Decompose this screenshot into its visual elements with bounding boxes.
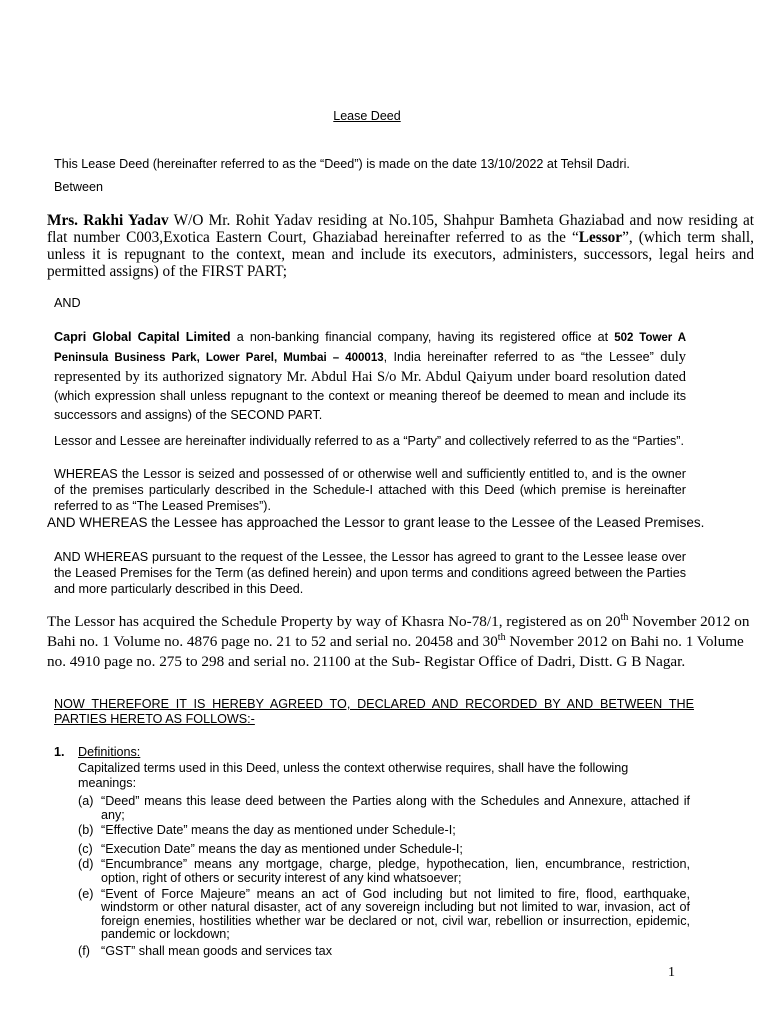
definition-marker: (c): [78, 841, 93, 856]
and-label: AND: [54, 296, 81, 310]
definition-text: “Event of Force Majeure” means an act of God including but not limited to fire, flood, earthquake, windstorm or other natural disaster, act of any sovereign including but not limited to war, invasion, act of foreign enemies, hostilities whether war be declared or not, civil war, rebellion or insurrection, epidemic, pandemic or lockdown;: [101, 886, 690, 942]
acquisition-paragraph: [47, 612, 757, 672]
definition-text: “Deed” means this lease deed between the Parties along with the Schedules and Annexure, attached if any;: [101, 794, 690, 822]
parties-paragraph: Lessor and Lessee are hereinafter individually referred to as a “Party” and collectively referred to as the “Parties”.: [54, 434, 684, 448]
and-whereas-paragraph: AND WHEREAS the Lessee has approached the Lessor to grant lease to the Lessee of the Leased Premises.: [47, 515, 705, 530]
lessee-text-1: a non-banking financial company, having its registered office at: [230, 330, 615, 344]
pursuant-paragraph: AND WHEREAS pursuant to the request of the Lessee, the Lessor has agreed to grant to the Lessee lease over the Leased Premises for the Term (as defined herein) and upon terms and conditions agreed between the Parties and more particularly described in this Deed.: [54, 550, 686, 596]
lessee-text-2: , India hereinafter referred to as “the Lessee”: [383, 350, 661, 364]
definition-item: [78, 843, 690, 857]
definitions-intro: Capitalized terms used in this Deed, unless the context otherwise requires, shall have the following meanings:: [78, 761, 629, 790]
definition-marker: (f): [78, 943, 90, 958]
now-therefore-clause: NOW THEREFORE IT IS HEREBY AGREED TO, DECLARED AND RECORDED BY AND BETWEEN THE PARTIES HERETO AS FOLLOWS:-: [54, 697, 694, 726]
ordinal-suffix: th: [497, 631, 506, 643]
between-label: Between: [54, 180, 104, 194]
intro-paragraph: This Lease Deed (hereinafter referred to as the “Deed”) is made on the date 13/10/2022 at Tehsil Dadri.: [54, 157, 630, 171]
lessor-term: Lessor: [578, 229, 623, 246]
definition-marker: (b): [78, 823, 94, 838]
definitions-list: [78, 793, 690, 959]
definition-item: [78, 858, 690, 885]
lessee-name: Capri Global Capital Limited: [54, 330, 231, 344]
lessee-address: 502 Tower A Peninsula Business Park, Lower Parel, Mumbai – 400013: [54, 332, 686, 364]
acquisition-text-1: The Lessor has acquired the Schedule Property by way of Khasra No-78/1, registered as on 20: [47, 613, 621, 630]
whereas-paragraph: WHEREAS the Lessor is seized and possessed of or otherwise well and sufficiently entitled to, and is the owner of the premises particularly described in the Schedule-I attached with this Deed (which premise is hereinafter referred to as “The Leased Premises”).: [54, 467, 686, 513]
lessor-text-1: W/O Mr. Rohit Yadav residing at No.105, Shahpur Bamheta Ghaziabad and now residing at flat number C003,Exotica Eastern Court, Ghaziabad hereinafter referred to as the “: [47, 212, 754, 246]
lessee-paragraph: [54, 328, 686, 425]
definition-text: “Effective Date” means the day as mentioned under Schedule-I;: [101, 823, 456, 838]
ordinal-suffix: th: [620, 611, 629, 623]
page-number: 1: [668, 965, 675, 980]
section-title: Definitions:: [78, 745, 141, 759]
definition-item: [78, 888, 690, 942]
definition-item: [78, 824, 690, 838]
lessor-text-2: ”, (which term shall, unless it is repugnant to the context, mean and include its executors, administers, successors, legal heirs and permitted assigns) of the FIRST PART;: [47, 229, 755, 280]
acquisition-text-2: November 2012 on Bahi no. 1 Volume no. 4876 page no. 21 to 52 and serial no. 20458 and 30: [47, 613, 750, 650]
definition-marker: (a): [78, 794, 94, 808]
definition-item: [78, 945, 690, 959]
definition-item: [78, 795, 690, 822]
lessor-name: Mrs. Rakhi Yadav: [47, 212, 169, 229]
definition-marker: (d): [78, 857, 94, 872]
lessee-text-4: (which expression shall unless repugnant to the context or meaning thereof be deemed to mean and include its successors and assigns) of the SECOND PART.: [54, 389, 686, 422]
acquisition-text-3: November 2012 on Bahi no. 1 Volume no. 4910 page no. 275 to 298 and serial no. 21100 at the Sub- Registar Office of Dadri, Distt. G B Nagar.: [47, 633, 744, 670]
lessor-paragraph: [47, 212, 754, 280]
section-number: 1.: [54, 745, 65, 759]
definitions-heading: [54, 745, 140, 759]
definition-marker: (e): [78, 886, 94, 901]
lessee-text-3: duly represented by its authorized signatory Mr. Abdul Hai S/o Mr. Abdul Qaiyum under board resolution dated: [54, 349, 686, 385]
definition-text: “Execution Date” means the day as mentioned under Schedule-I;: [101, 841, 463, 856]
document-title: Lease Deed: [333, 109, 401, 123]
definition-text: “GST” shall mean goods and services tax: [101, 943, 332, 958]
definition-text: “Encumbrance” means any mortgage, charge, pledge, hypothecation, lien, encumbrance, restriction, option, right of others or security interest of any kind whatsoever;: [101, 857, 690, 885]
